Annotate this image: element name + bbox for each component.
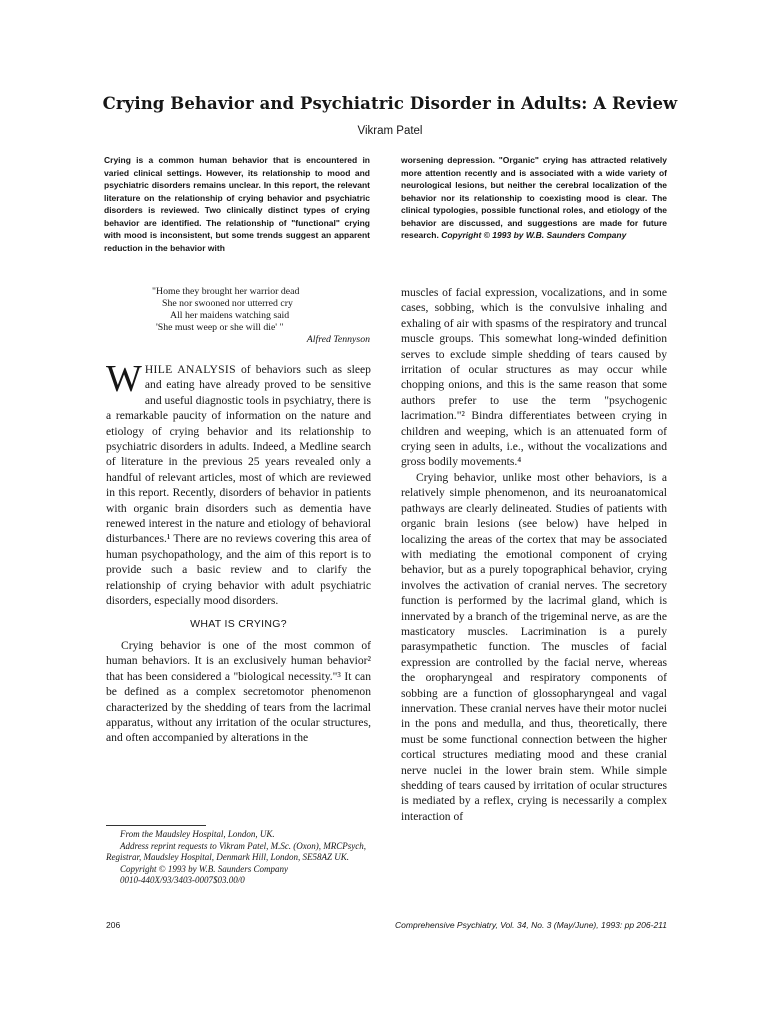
lead-in-smallcaps: HILE ANALYSIS [144, 363, 236, 376]
journal-citation: Comprehensive Psychiatry, Vol. 34, No. 3 (May/June), 1993: pp 206-211 [395, 920, 667, 930]
author-name: Vikram Patel [357, 125, 423, 137]
intro-paragraph [106, 362, 371, 609]
abstract-copyright: Copyright © 1993 by W.B. Saunders Company [441, 230, 627, 240]
footnote-affiliation: From the Maudsley Hospital, London, UK. [120, 829, 275, 839]
body-paragraph: Crying behavior is one of the most common of human behaviors. It is an exclusively human behavior² that has been considered a "biological necessity."³ It can be defined as a complex secretomotor phenomenon characterized by the shedding of tears from the lacrimal apparatus, without any irritation of the ocular structures, and often accompanied by alterations in the [106, 638, 371, 745]
drop-cap: W [106, 362, 142, 400]
epigraph-line: "Home they brought her warrior dead [152, 286, 300, 297]
abstract-left-column: Crying is a common human behavior that is encountered in varied clinical settings. However, its relationship to mood and psychiatric disorders remains unclear. In this report, the relevant literature on the relationship of crying behavior and psychiatric disorders is reviewed. Two clinically distinct types of crying behavior are identified. The relationship of "functional" crying with mood is inconsistent, but some trends suggest an apparent reduction in the behavior with [104, 155, 370, 253]
footnote-copyright: Copyright © 1993 by W.B. Saunders Company [120, 863, 288, 874]
epigraph-line: She nor swooned nor utterred cry [162, 298, 293, 309]
epigraph [120, 286, 370, 346]
section-heading: WHAT IS CRYING? [190, 617, 287, 630]
footnote-block [106, 829, 376, 887]
body-paragraph: Crying behavior, unlike most other behaviors, is a relatively simple phenomenon, and its neuroanatomical pathways are clearly delineated. Studies of patients with organic brain lesions (see below) have helped in localizing the areas of the cortex that may be associated with mediating the emotional component of crying behavior, but as a purely topographical behavior, crying involves the activation of cranial nerves. The secretory function is performed by the lacrimal gland, which is innervated by a branch of the trigeminal nerve, as are the masticatory muscles. Lacrimination is a purely parasympathetic function. The muscles of facial expression are controlled by the facial nerve, whereas the oropharyngeal and respiratory components of sobbing are a function of glossopharyngeal and vagal innervation. These cranial nerves have their motor nuclei in the pons and medulla, and thus, theoretically, there must be some functional connection between the higher cortical structures mediating mood and these cranial nerve nuclei in the lower brain stem. While simple shedding of tears caused by irritation of ocular structures is mediated by a reflex, crying is necessarily a complex interaction of [401, 470, 667, 823]
epigraph-line: All her maidens watching said [170, 310, 290, 321]
body-right-column [401, 285, 667, 895]
epigraph-attribution: Alfred Tennyson [306, 334, 370, 345]
body-paragraph: muscles of facial expression, vocalizations, and in some cases, sobbing, which is the convulsive inhaling and exhaling of air with spasms of the respiratory and truncal muscle groups. This somewhat long-winded definition serves to exclude simple shedding of tears caused by irritation of ocular structures as may occur while chopping onions, and this is the same reason that some authors prefer to use the term "psychogenic lacrimation."² Bindra differentiates between crying in children and weeping, which is an attenuated form of crying seen in adults, i.e., without the vocalizations and gross bodily movements.⁴ [401, 286, 667, 469]
article-title: Crying Behavior and Psychiatric Disorder in Adults: A Review [102, 94, 678, 113]
abstract-continuation: worsening depression. "Organic" crying has attracted relatively more attention recently and is associated with a wide variety of neurological lesions, but neither the cerebral localization of the behavior nor its relationship to coexisting mood is clear. The clinical typologies, possible functional roles, and etiology of the behavior are discussed, and suggestions are made for future research. [401, 155, 667, 240]
body-left-column [106, 362, 371, 814]
page-number: 206 [106, 920, 121, 930]
intro-text: of behaviors such as sleep and eating have already proved to be sensitive and useful diagnostic tools in psychiatry, there is a remarkable paucity of information on the nature and etiology of crying behavior and its relationship to psychiatric disorders in adults. Indeed, a Medline search of literature in the previous 25 years revealed only a handful of relevant articles, most of which are reviewed in this report. Recently, disorders of behavior in patients with organic brain disorders such as dementia have renewed interest in the nature and etiology of behavioral disturbances.¹ There are no reviews covering this area of human psychopathology, and the aim of this report is to provide such a basic review and to clarify the relationship of crying behavior with adult psychiatric disorders, especially mood disorders. [106, 363, 371, 608]
epigraph-line: 'She must weep or she will die' " [156, 322, 284, 333]
footnote-code: 0010-440X/93/3403-0007$03.00/0 [120, 875, 245, 886]
abstract-right-column [401, 154, 667, 242]
footnote-reprint: Address reprint requests to Vikram Patel, M.Sc. (Oxon), MRCPsych, Registrar, Maudsley Hospital, Denmark Hill, London, SE58AZ UK. [106, 840, 367, 863]
footnote-divider [106, 825, 206, 826]
